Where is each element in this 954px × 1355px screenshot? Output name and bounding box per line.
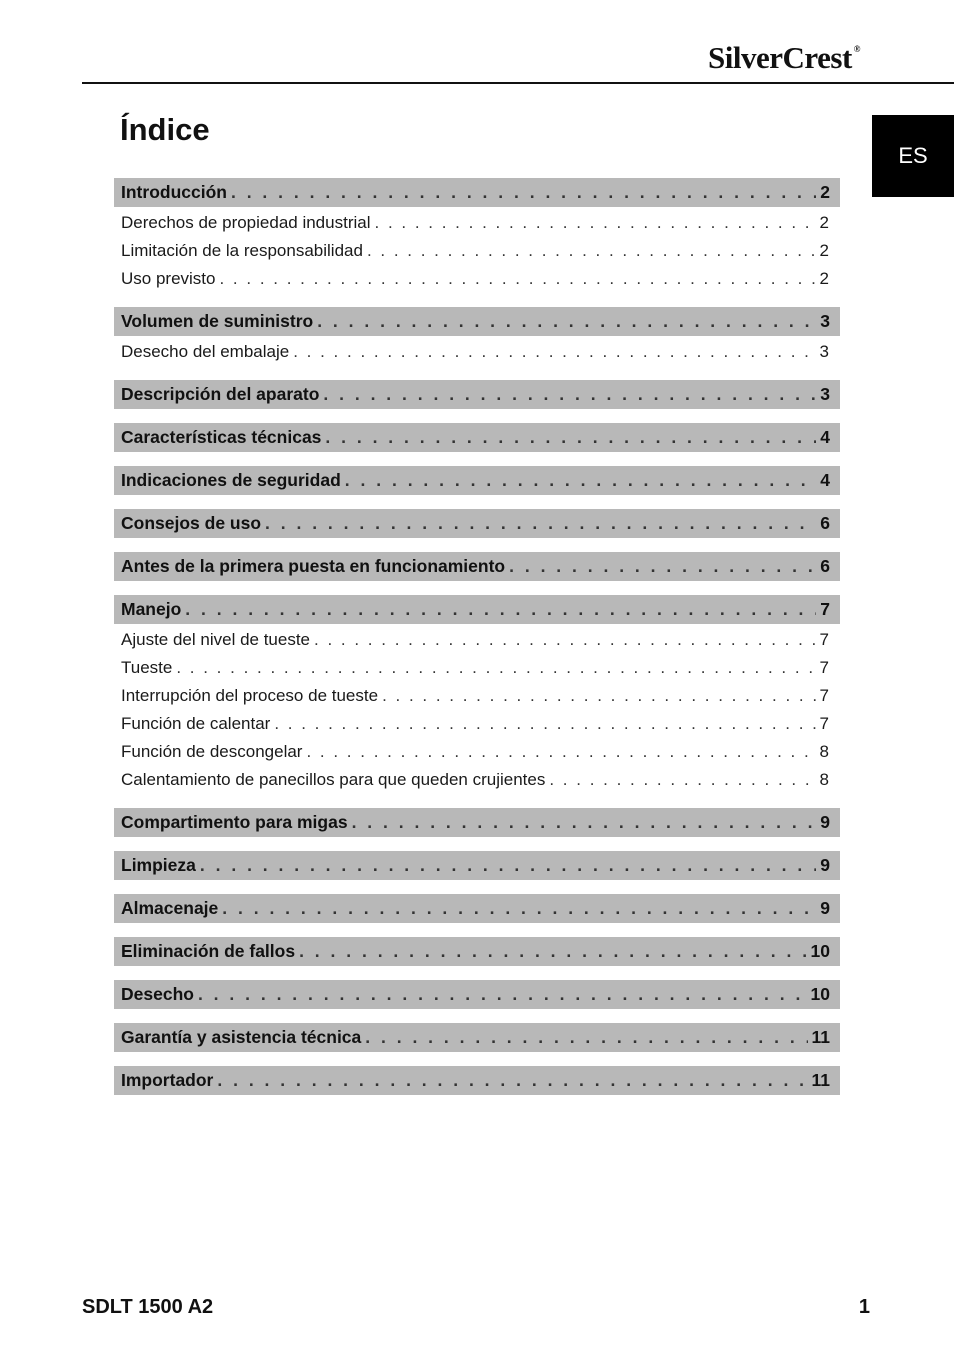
toc-section-page: 9 bbox=[820, 855, 830, 875]
toc-section-page: 3 bbox=[820, 384, 830, 404]
toc-leader-dots bbox=[176, 658, 815, 678]
toc-section-title: Importador bbox=[121, 1070, 214, 1090]
toc-item-row[interactable] bbox=[114, 209, 840, 237]
toc-item-row[interactable] bbox=[114, 237, 840, 265]
toc-item-page: 2 bbox=[819, 269, 829, 288]
toc-section-row[interactable] bbox=[114, 980, 840, 1009]
table-of-contents bbox=[114, 178, 840, 1095]
toc-item-page: 3 bbox=[819, 342, 829, 361]
toc-item-page: 8 bbox=[819, 742, 829, 761]
toc-section-title: Indicaciones de seguridad bbox=[121, 470, 341, 490]
toc-leader-dots bbox=[352, 812, 817, 833]
toc-item-page: 7 bbox=[819, 686, 829, 705]
toc-item-row[interactable] bbox=[114, 338, 840, 366]
toc-section-title: Características técnicas bbox=[121, 427, 322, 447]
toc-section-page: 3 bbox=[820, 311, 830, 331]
toc-leader-dots bbox=[314, 630, 816, 650]
toc-item-page: 7 bbox=[819, 658, 829, 677]
toc-leader-dots bbox=[217, 1070, 807, 1091]
toc-section-row[interactable] bbox=[114, 178, 840, 207]
toc-section-title: Volumen de suministro bbox=[121, 311, 314, 331]
toc-leader-dots bbox=[323, 384, 816, 405]
toc-section-page: 2 bbox=[820, 182, 830, 202]
toc-section-page: 11 bbox=[811, 1070, 830, 1090]
toc-item-page: 2 bbox=[819, 213, 829, 232]
toc-section-row[interactable] bbox=[114, 851, 840, 880]
footer-model: SDLT 1500 A2 bbox=[82, 1296, 214, 1318]
toc-section-title: Eliminación de fallos bbox=[121, 941, 296, 961]
toc-item-title: Limitación de la responsabilidad bbox=[121, 241, 363, 260]
toc-section-title: Consejos de uso bbox=[121, 513, 262, 533]
toc-section-row[interactable] bbox=[114, 423, 840, 452]
language-tab: ES bbox=[872, 115, 954, 197]
toc-item-row[interactable] bbox=[114, 654, 840, 682]
toc-section-page: 6 bbox=[820, 556, 830, 576]
toc-leader-dots bbox=[200, 855, 816, 876]
toc-section-row[interactable] bbox=[114, 937, 840, 966]
toc-item-row[interactable] bbox=[114, 626, 840, 654]
toc-section-row[interactable] bbox=[114, 509, 840, 538]
toc-section-page: 4 bbox=[820, 427, 830, 447]
toc-section-page: 10 bbox=[810, 941, 830, 961]
toc-item-title: Función de descongelar bbox=[121, 742, 303, 761]
toc-section-row[interactable] bbox=[114, 552, 840, 581]
toc-section-page: 9 bbox=[820, 898, 830, 918]
toc-section-row[interactable] bbox=[114, 1066, 840, 1095]
toc-item-title: Calentamiento de panecillos para que queden crujientes bbox=[121, 770, 546, 789]
toc-leader-dots bbox=[219, 269, 815, 289]
toc-leader-dots bbox=[375, 213, 816, 233]
toc-section-row[interactable] bbox=[114, 307, 840, 336]
toc-item-row[interactable] bbox=[114, 710, 840, 738]
toc-leader-dots bbox=[509, 556, 816, 577]
toc-item-page: 7 bbox=[819, 714, 829, 733]
toc-leader-dots bbox=[325, 427, 816, 448]
toc-section-page: 11 bbox=[811, 1027, 830, 1047]
toc-item-row[interactable] bbox=[114, 766, 840, 794]
toc-section-page: 6 bbox=[820, 513, 830, 533]
toc-section-row[interactable] bbox=[114, 808, 840, 837]
toc-section-title: Desecho bbox=[121, 984, 194, 1004]
toc-item-row[interactable] bbox=[114, 738, 840, 766]
toc-section-page: 4 bbox=[820, 470, 830, 490]
brand-logo bbox=[708, 40, 860, 76]
toc-leader-dots bbox=[222, 898, 816, 919]
brand-name: SilverCrest bbox=[708, 40, 852, 75]
toc-item-row[interactable] bbox=[114, 682, 840, 710]
toc-leader-dots bbox=[185, 599, 816, 620]
toc-section-title: Compartimento para migas bbox=[121, 812, 348, 832]
toc-leader-dots bbox=[265, 513, 816, 534]
toc-item-title: Desecho del embalaje bbox=[121, 342, 290, 361]
toc-item-title: Interrupción del proceso de tueste bbox=[121, 686, 379, 705]
toc-item-row[interactable] bbox=[114, 265, 840, 293]
toc-section-title: Introducción bbox=[121, 182, 227, 202]
toc-section-title: Almacenaje bbox=[121, 898, 219, 918]
toc-section-title: Garantía y asistencia técnica bbox=[121, 1027, 362, 1047]
toc-section-row[interactable] bbox=[114, 595, 840, 624]
toc-leader-dots bbox=[317, 311, 816, 332]
header-rule bbox=[82, 82, 954, 84]
toc-leader-dots bbox=[367, 241, 816, 261]
toc-item-page: 2 bbox=[819, 241, 829, 260]
toc-section-title: Limpieza bbox=[121, 855, 196, 875]
toc-section-title: Antes de la primera puesta en funcionamiento bbox=[121, 556, 506, 576]
footer-page-number: 1 bbox=[858, 1296, 870, 1318]
toc-item-title: Derechos de propiedad industrial bbox=[121, 213, 371, 232]
toc-leader-dots bbox=[365, 1027, 807, 1048]
toc-leader-dots bbox=[345, 470, 816, 491]
toc-section-page: 9 bbox=[820, 812, 830, 832]
toc-section-row[interactable] bbox=[114, 1023, 840, 1052]
toc-item-title: Tueste bbox=[121, 658, 173, 677]
toc-leader-dots bbox=[198, 984, 807, 1005]
toc-leader-dots bbox=[293, 342, 815, 362]
toc-leader-dots bbox=[382, 686, 815, 706]
toc-item-page: 7 bbox=[819, 630, 829, 649]
toc-section-title: Manejo bbox=[121, 599, 182, 619]
toc-section-page: 10 bbox=[810, 984, 830, 1004]
registered-mark: ® bbox=[853, 44, 860, 54]
toc-item-title: Ajuste del nivel de tueste bbox=[121, 630, 311, 649]
toc-leader-dots bbox=[274, 714, 815, 734]
toc-leader-dots bbox=[306, 742, 815, 762]
toc-section-page: 7 bbox=[820, 599, 830, 619]
toc-leader-dots bbox=[549, 770, 815, 790]
toc-item-page: 8 bbox=[819, 770, 829, 789]
toc-section-title: Descripción del aparato bbox=[121, 384, 320, 404]
toc-leader-dots bbox=[231, 182, 816, 203]
page-title: Índice bbox=[120, 112, 210, 147]
toc-section-row[interactable] bbox=[114, 894, 840, 923]
toc-section-row[interactable] bbox=[114, 380, 840, 409]
toc-leader-dots bbox=[299, 941, 806, 962]
toc-item-title: Función de calentar bbox=[121, 714, 271, 733]
toc-item-title: Uso previsto bbox=[121, 269, 216, 288]
toc-section-row[interactable] bbox=[114, 466, 840, 495]
